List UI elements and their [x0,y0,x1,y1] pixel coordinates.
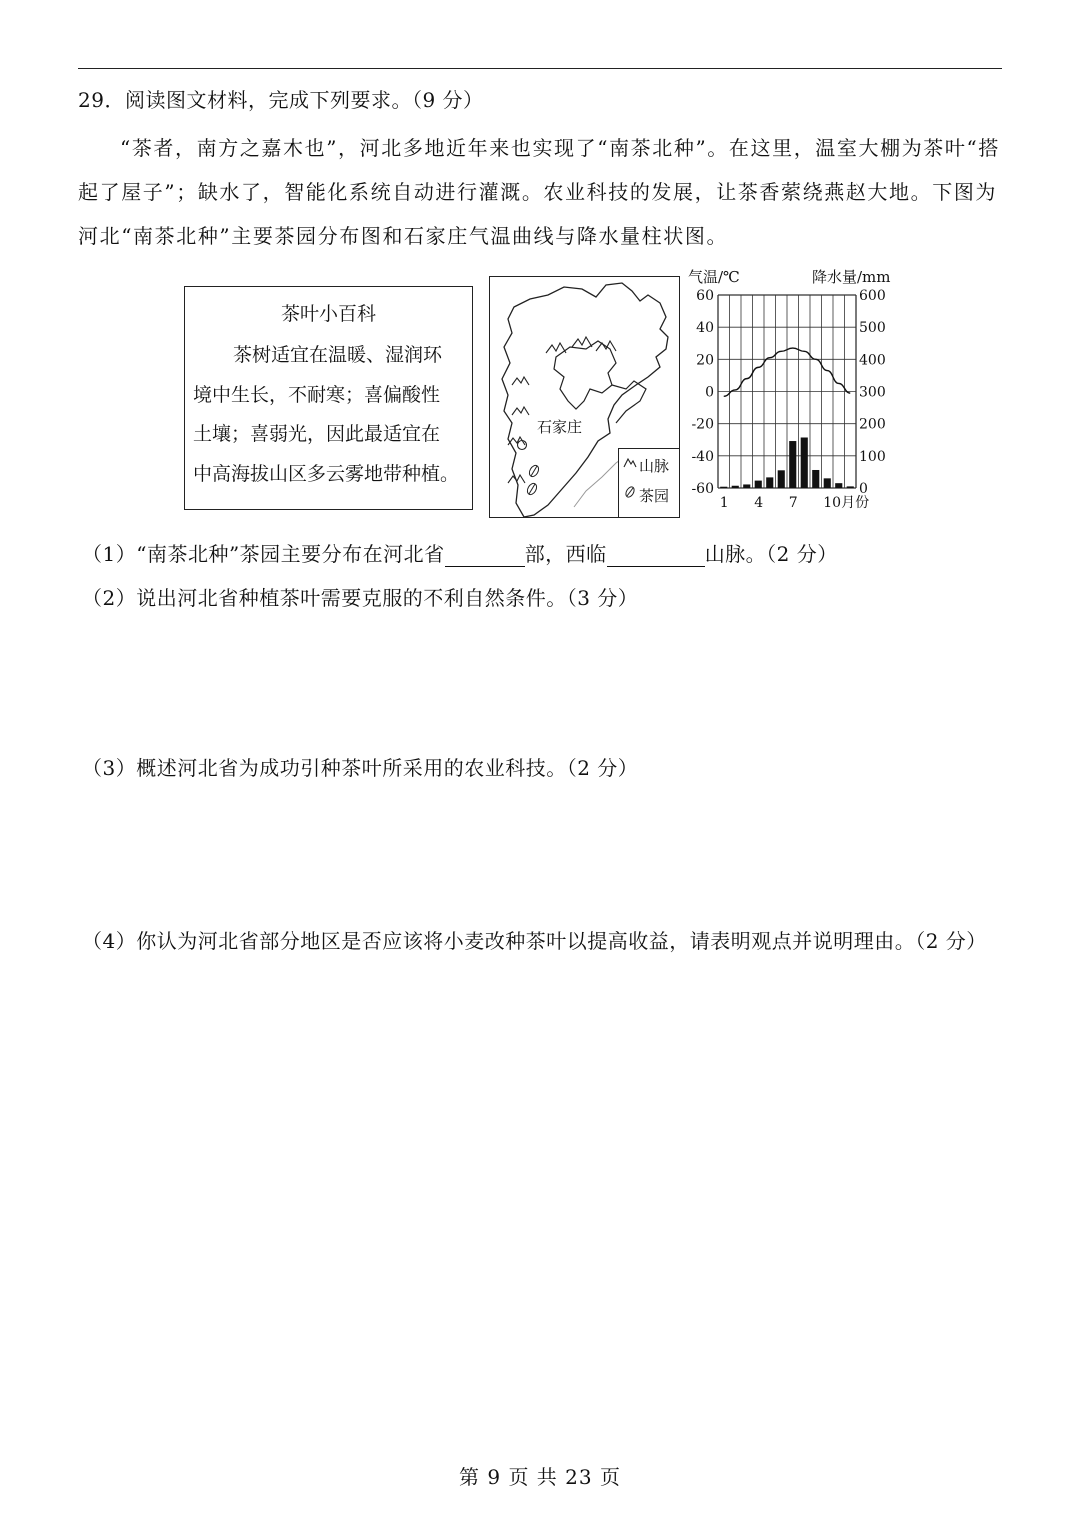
left-tick-label: 20 [696,352,714,369]
climate-chart [684,264,908,518]
subquestion-2: （2）说出河北省种植茶叶需要克服的不利自然条件。（3 分） [82,586,639,610]
legend-mountain-label: 山脉 [639,457,670,475]
right-axis-label: 降水量/mm [812,268,891,286]
precipitation-bar [720,487,727,488]
legend-tea-garden-label: 茶园 [639,487,670,505]
inner-boundary [554,341,616,409]
map-legend [618,448,680,518]
left-tick-label: 60 [696,288,714,304]
city-label-shijiazhuang: 石家庄 [537,418,583,436]
chart-grid [718,295,856,488]
right-tick-label: 500 [859,320,886,337]
paragraph-line-1: “茶者，南方之嘉木也”，河北多地近年来也实现了“南茶北种”。在这里，温室大棚为茶叶“搭 [120,136,1000,160]
q1-text-start: （1）“南茶北种”茶园主要分布在河北省 [82,542,445,566]
precipitation-bar [789,441,796,488]
answer-blank-2[interactable] [607,546,705,567]
left-tick-label: -60 [691,481,714,497]
right-tick-label: 100 [859,448,886,465]
left-axis-label: 气温/℃ [688,268,740,286]
tea-info-body [193,336,483,494]
x-tick-label: 10月份 [823,495,870,511]
left-tick-label: -20 [691,416,714,433]
right-tick-label: 0 [859,481,868,497]
tea-leaf-icon [623,489,637,503]
paragraph-line-2: 起了屋子”；缺水了，智能化系统自动进行灌溉。农业科技的发展，让茶香萦绕燕赵大地。下图为 [78,180,998,204]
q1-text-end: 山脉。（2 分） [704,542,838,566]
subquestion-4: （4）你认为河北省部分地区是否应该将小麦改种茶叶以提高收益，请表明观点并说明理由。（2 分） [82,929,987,953]
precipitation-bar [812,470,819,488]
left-tick-label: 0 [705,384,714,401]
precipitation-bar [732,486,739,488]
subquestion-3: （3）概述河北省为成功引种茶叶所采用的农业科技。（2 分） [82,756,639,780]
question-paragraph [78,126,1004,258]
right-tick-label: 300 [859,384,886,401]
tea-info-line-3: 土壤；喜弱光，因此最适宜在 [193,423,441,445]
precipitation-bar [835,483,842,488]
right-tick-label: 400 [859,352,886,369]
mountain-icon [623,459,637,473]
tea-info-line-4: 中高海拔山区多云雾地带种植。 [193,462,460,485]
subquestion-1 [82,538,838,567]
legend-mountain [623,455,669,476]
tea-info-box [184,286,473,510]
x-tick-label: 4 [754,495,764,511]
right-tick-label: 600 [859,288,886,304]
top-rule [78,68,1002,69]
tea-info-line-1: 茶树适宜在温暖、湿润环 [233,344,443,366]
precipitation-bar [743,484,750,488]
question-title: 29．阅读图文材料，完成下列要求。（9 分） [78,88,484,112]
precipitation-bar [755,481,762,488]
tea-leaf-icon [526,464,541,496]
precipitation-bar [824,478,831,488]
paragraph-line-3: 河北“南茶北种”主要茶园分布图和石家庄气温曲线与降水量柱状图。 [78,224,729,248]
precipitation-bar [801,437,808,488]
answer-blank-1[interactable] [445,546,525,567]
q1-text-mid: 部，西临 [524,542,607,566]
tea-garden-map [489,276,680,518]
right-tick-label: 200 [859,416,886,433]
precipitation-bar [778,470,785,488]
left-tick-label: 40 [696,320,714,337]
tea-info-line-2: 境中生长，不耐寒；喜偏酸性 [193,383,441,406]
mountain-icon [508,337,616,483]
tea-info-title: 茶叶小百科 [280,303,376,325]
climate-chart-svg [684,264,908,518]
legend-tea-garden [623,485,669,506]
page-footer: 第 9 页 共 23 页 [459,1465,621,1489]
x-tick-label: 7 [788,495,798,511]
precipitation-bar [766,477,773,488]
city-circle-icon [518,441,527,450]
left-tick-label: -40 [691,448,714,465]
x-tick-label: 1 [719,495,729,511]
precipitation-bar [847,486,854,488]
